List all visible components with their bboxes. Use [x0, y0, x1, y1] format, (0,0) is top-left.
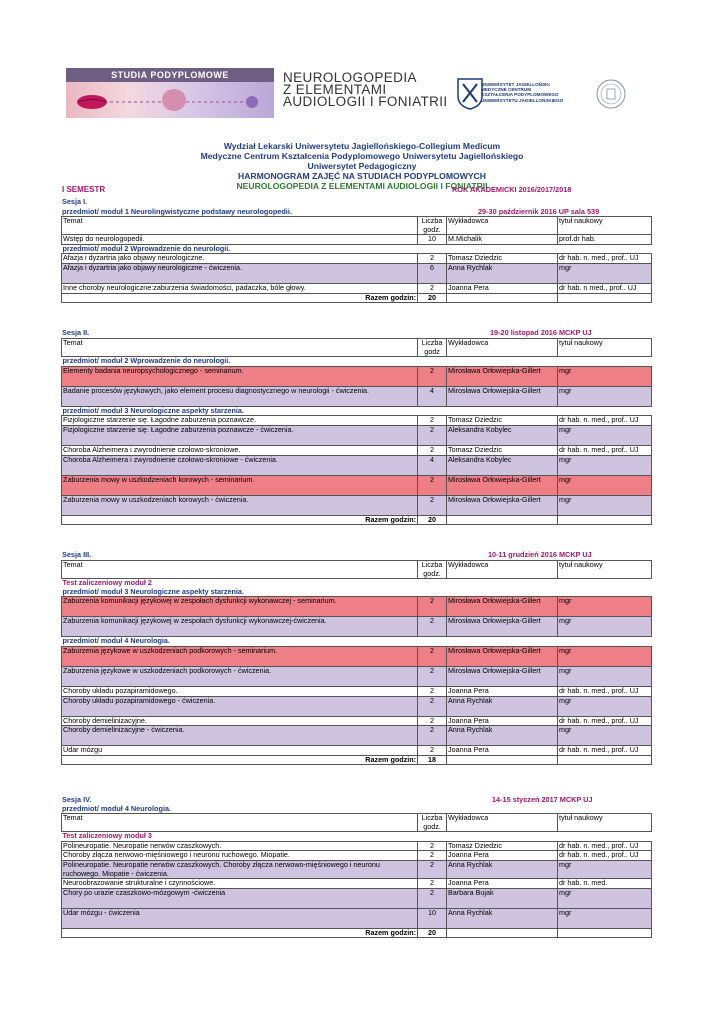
table-row: Zaburzenia mowy w uszkodzeniach korowych - ćwiczenia. 2 Mirosława Orłowiejska-Gillert mgr — [62, 495, 652, 515]
module-label: przedmiot/ moduł 3 Neurologiczne aspekty starzenia. — [62, 406, 244, 415]
col-wykladowca: Wykładowca — [447, 217, 558, 235]
table-row: Fizjologiczne starzenie się. Łagodne zaburzenia poznawcze - ćwiczenia. 2 Aleksandra Kobylec mgr — [62, 425, 652, 445]
table-row: Polineuropatie. Neuropatie nerwów czaszkowych. 2 Tomasz Dziedzic dr hab. n. med., prof.. UJ — [62, 841, 652, 851]
col-liczba: Liczba godz — [418, 339, 447, 357]
test-label: Test zaliczeniowy moduł 3 — [62, 831, 152, 841]
table-row: Chory po urazie czaszkowo-mózgowym -ćwiczenia 2 Barbara Bujak mgr — [62, 888, 652, 908]
table-row: Badanie procesów językowych, jako element procesu diagnostycznego w neurologii - ćwiczenia. 4 Mirosława Orłowiejska-Gillert mgr — [62, 386, 652, 406]
logo-line: KSZTAŁCENIA PODYPLOMOWEGO — [481, 92, 559, 98]
table-row: Polineuropatie. Neuropatie nerwów czaszkowych. Choroby złącza nerwowo-mięśniowego i neuronu ruchowego. Miopatie - ćwiczenia. 2 Anna Rychlak mgr — [62, 860, 652, 878]
schedule-title: HARMONOGRAM ZAJĘĆ NA STUDIACH PODYPLOMOWYCH — [238, 171, 486, 181]
test-label: Test zaliczeniowy moduł 2 — [62, 578, 152, 588]
mckp-logo-text — [481, 82, 563, 103]
total-row: Razem godzin: 20 — [62, 515, 652, 525]
col-temat: Temat — [62, 561, 418, 579]
col-temat: Temat — [62, 339, 418, 357]
col-wykladowca: Wykładowca — [447, 814, 558, 832]
col-tytul: tytuł naukowy — [558, 561, 652, 579]
session-date: 10-11 grudzień 2016 MCKP UJ — [488, 550, 592, 559]
total-row: Razem godzin: 20 — [62, 293, 652, 303]
table-row: Choroba Alzheimera i zwyrodnienie czołowo-skroniowe. 2 Tomasz Dziedzic dr hab. n. med., prof.. UJ — [62, 445, 652, 455]
up-seal-icon — [595, 78, 627, 110]
center-line: Medyczne Centrum Kształcenia Podyplomowego Uniwersytetu Jagiellońskiego — [200, 151, 524, 161]
table-row: Afazja i dyzartria jako objawy neurologiczne - ćwiczenia. 6 Anna Rychlak mgr — [62, 263, 652, 283]
table-row: Choroby demielinizacyjne - ćwiczenia. 2 Anna Rychlak mgr — [62, 726, 652, 746]
logo-line: UNIWERSYTETU JAGIELLOŃSKIEGO — [481, 97, 564, 103]
session-4-table — [61, 813, 652, 938]
logo-line: MEDYCZNE CENTRUM — [481, 87, 532, 93]
col-wykladowca: Wykładowca — [447, 561, 558, 579]
faculty-line: Wydział Lekarski Uniwersytetu Jagiellońskiego-Collegium Medicum — [223, 141, 501, 151]
col-temat: Temat — [62, 814, 418, 832]
module-label: przedmiot/ moduł 1 Neurolingwistyczne podstawy neurologopedii. — [62, 207, 292, 216]
session-date: 14-15 styczeń 2017 MCKP UJ — [492, 795, 593, 804]
table-row: Udar mózgu - ćwiczenia 10 Anna Rychlak mgr — [62, 908, 652, 928]
logo-line: UNIWERSYTET JAGIELLOŃSKI — [481, 82, 550, 87]
module-label: przedmiot/ moduł 4 Neurologia. — [62, 636, 170, 646]
table-row: Zaburzenia mowy w uszkodzeniach korowych - seminarium. 2 Mirosława Orłowiejska-Gillert mgr — [62, 475, 652, 495]
session-label: Sesja II. — [62, 328, 90, 337]
col-tytul: tytuł naukowy — [558, 814, 652, 832]
program-title-line: AUDIOLOGII I FONIATRII — [283, 94, 448, 109]
col-liczba: Liczba godz. — [418, 814, 447, 832]
table-row: Choroby układu pozapiramidowego. 2 Joanna Pera dr hab. n. med., prof.. UJ — [62, 686, 652, 696]
table-row: Elementy badania neuropsychologicznego - seminarium. 2 Mirosława Orłowiejska-Gillert mgr — [62, 366, 652, 386]
module-label: przedmiot/ moduł 4 Neurologia. — [62, 804, 172, 813]
col-tytul: tytuł naukowy — [558, 217, 652, 235]
studia-podyplomowe-banner — [66, 68, 274, 118]
table-row: Neuroobrazowanie strukturalne i czynnościowe. 2 Joanna Pera dr hab. n. med. — [62, 879, 652, 889]
program-title — [283, 72, 448, 108]
col-tytul: tytuł naukowy — [558, 339, 652, 357]
program-title-line: NEUROLOGOPEDIA — [283, 70, 417, 85]
session-3-table — [61, 560, 652, 765]
session-date: 19-20 listopad 2016 MCKP UJ — [490, 328, 592, 337]
lips-ear-illustration — [74, 86, 264, 114]
university-line: Uniwersytet Pedagogiczny — [307, 161, 417, 171]
module-label: przedmiot/ moduł 2 Wprowadzenie do neurologii. — [62, 244, 231, 253]
session-label: Sesja IV. — [62, 795, 92, 804]
banner-title: STUDIA PODYPLOMOWE — [66, 68, 274, 82]
session-label: Sesja I. — [62, 197, 88, 206]
table-row: Zaburzenia komunikacji językowej w zespołach dysfunkcji wykonawczej-ćwiczenia. 2 Mirosława Orłowiejska-Gillert mgr — [62, 617, 652, 637]
session-1-table — [61, 216, 652, 303]
col-liczba: Liczba godz. — [418, 561, 447, 579]
table-row: Zaburzenia językowe w uszkodzeniach podkorowych - ćwiczenia. 2 Mirosława Orłowiejska-Gillert mgr — [62, 666, 652, 686]
program-title-line: Z ELEMENTAMI — [283, 82, 387, 97]
table-row: Zaburzenia komunikacji językowej w zespołach dysfunkcji wykonawczej - seminarium. 2 Mirosława Orłowiejska-Gillert mgr — [62, 597, 652, 617]
academic-year: ROK AKADEMICKI 2016/2017/2018 — [452, 185, 572, 194]
module-label: przedmiot/ moduł 2 Wprowadzenie do neurologii. — [62, 356, 231, 366]
table-row: Choroby demielinizacyjne. 2 Joanna Pera dr hab. n. med., prof.. UJ — [62, 716, 652, 726]
table-row: Fizjologiczne starzenie się. Łagodne zaburzenia poznawcze. 2 Tomasz Dziedzic dr hab. n. med., prof.. UJ — [62, 416, 652, 426]
col-liczba: Liczba godz. — [418, 217, 447, 235]
col-temat: Temat — [62, 217, 418, 235]
table-row: Inne choroby neurologiczne:zaburzenia świadomości, padaczka, bóle głowy. 2 Joanna Pera dr hab. n med., prof.. UJ — [62, 283, 652, 293]
table-row: Udar mózgu 2 Joanna Pera dr hab. n. med., prof.. UJ — [62, 746, 652, 756]
module-label: przedmiot/ moduł 3 Neurologiczne aspekty starzenia. — [62, 587, 244, 596]
table-row: Choroby złącza nerwowo-mięśniowego i neuronu ruchowego. Miopatie. 2 Joanna Pera dr hab. n. med., prof.. UJ — [62, 851, 652, 861]
session-label: Sesja III. — [62, 550, 92, 559]
total-row: Razem godzin: 20 — [62, 928, 652, 938]
table-row: Wstęp do neurologopedii. 10 M.Michalik prof.dr hab. — [62, 235, 652, 245]
session-2-table — [61, 338, 652, 525]
session-date: 29-30 październik 2016 UP sala 539 — [478, 207, 600, 216]
table-row: Afazja i dyzartria jako objawy neurologiczne. 2 Tomasz Dziedzic dr hab. n. med., prof.. UJ — [62, 254, 652, 264]
col-wykladowca: Wykładowca — [447, 339, 558, 357]
program-name: NEUROLOGOPEDIA Z ELEMENTAMI AUDIOLOGII I FONIATRII — [236, 181, 488, 191]
total-row: Razem godzin: 18 — [62, 755, 652, 765]
table-row: Choroba Alzheimera i zwyrodnienie czołowo-skroniowe - ćwiczenia. 4 Aleksandra Kobylec mgr — [62, 455, 652, 475]
semester-label: I SEMESTR — [62, 185, 106, 194]
table-row: Zaburzenia językowe w uszkodzeniach podkorowych - seminarium. 2 Mirosława Orłowiejska-Gillert mgr — [62, 646, 652, 666]
table-row: Choroby układu pozapiramidowego - ćwiczenia. 2 Anna Rychlak mgr — [62, 696, 652, 716]
